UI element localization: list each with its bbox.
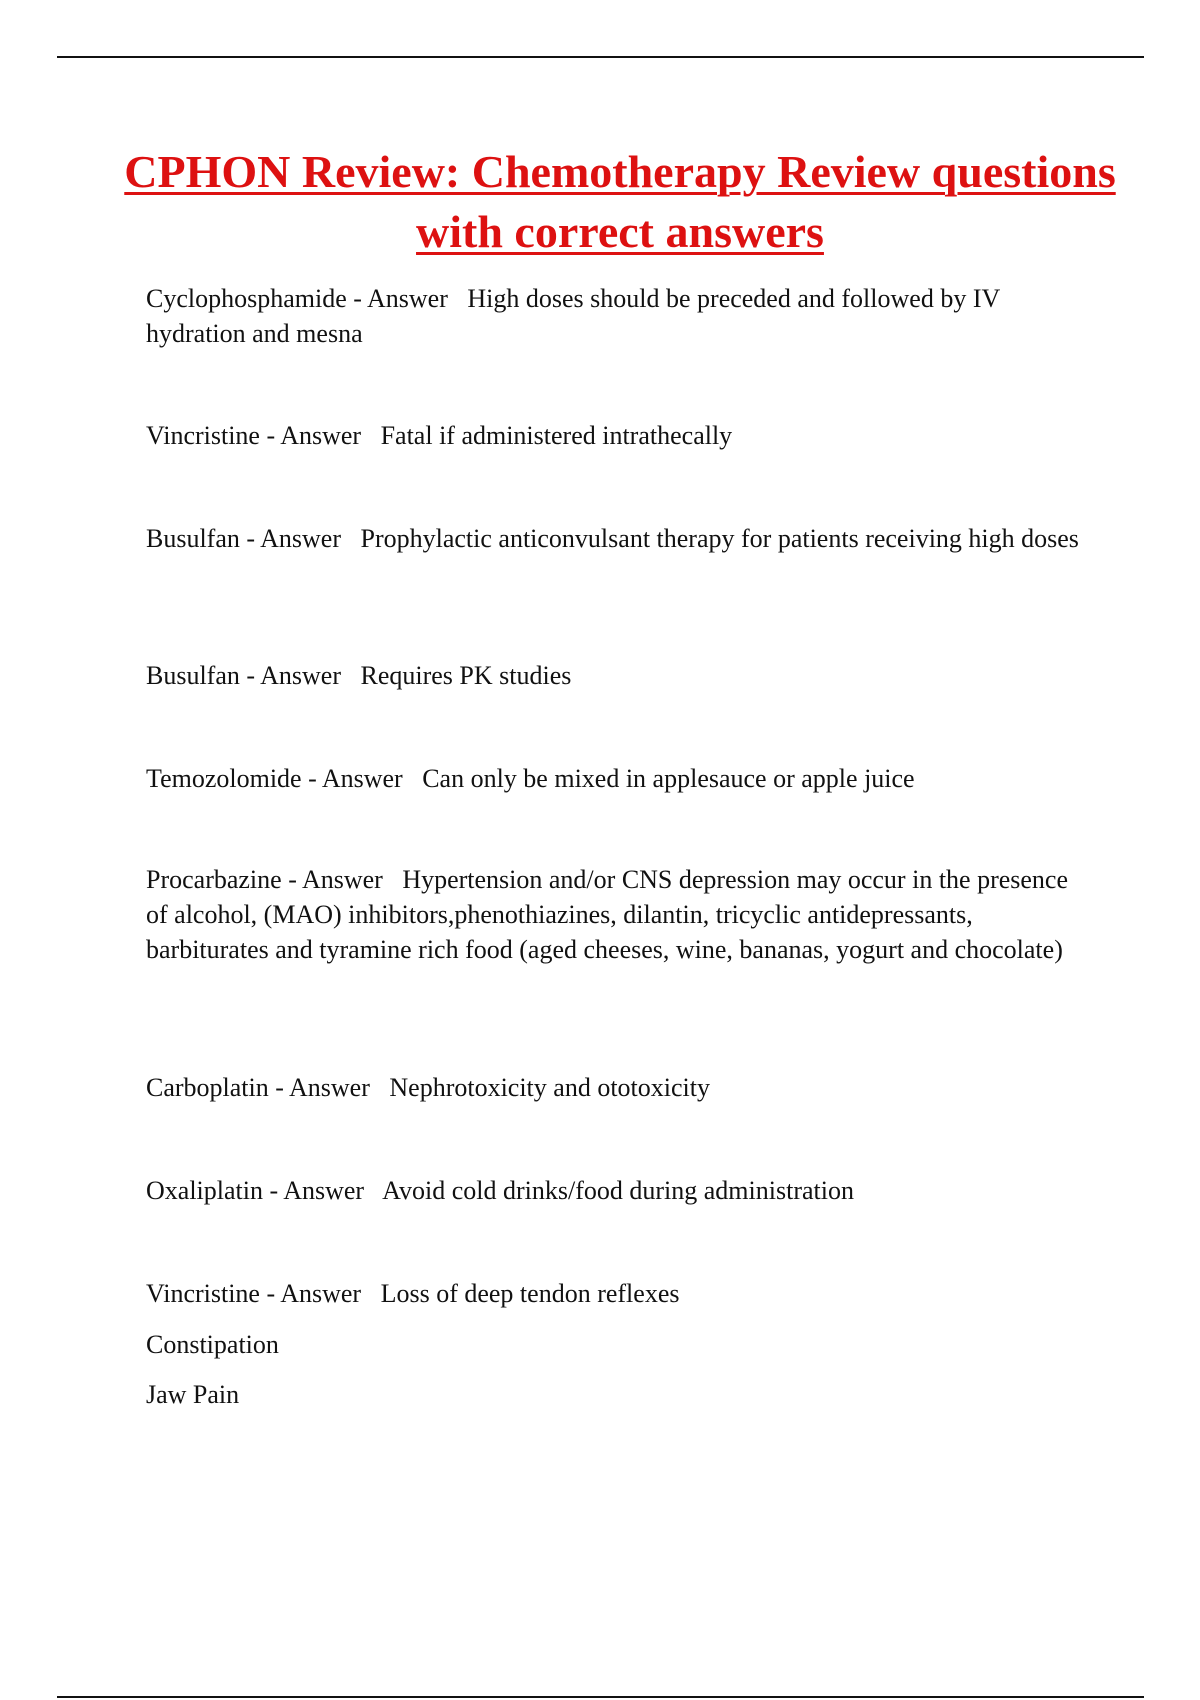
qa-answer: Prophylactic anticonvulsant therapy for patients receiving high doses <box>360 524 1079 553</box>
qa-entry: Procarbazine - Answer Hypertension and/or CNS depression may occur in the presence of alcohol, (MAO) inhibitors,phenothiazines, dilantin, tricyclic antidepressants, barbiturates and tyramine rich food (aged cheeses, wine, bananas, yogurt and chocolate) <box>146 865 1069 964</box>
qa-answer: Requires PK studies <box>360 661 572 690</box>
qa-label: Answer <box>283 1176 365 1205</box>
qa-term: Temozolomide <box>146 764 302 793</box>
qa-entry: Temozolomide - Answer Can only be mixed in applesauce or apple juice <box>146 764 915 793</box>
qa-term: Vincristine <box>146 1279 260 1308</box>
qa-label: Answer <box>260 524 341 553</box>
qa-answer: Fatal if administered intrathecally <box>380 421 733 450</box>
qa-term: Oxaliplatin <box>146 1176 263 1205</box>
qa-entry: Vincristine - Answer Loss of deep tendon reflexes <box>146 1279 680 1308</box>
qa-label: Answer <box>367 284 448 313</box>
qa-label: Answer <box>321 764 403 793</box>
qa-entry: Oxaliplatin - Answer Avoid cold drinks/food during administration <box>146 1176 854 1205</box>
qa-term: Procarbazine <box>146 865 282 894</box>
qa-answer: High doses should be preceded and followed by IV hydration and mesna <box>146 284 1000 348</box>
qa-term: Vincristine <box>146 421 260 450</box>
qa-term: Carboplatin <box>146 1073 269 1102</box>
qa-answer: Hypertension and/or CNS depression may occur in the presence of alcohol, (MAO) inhibitors,phenothiazines, dilantin, tricyclic antidepressants, barbiturates and tyramine rich food (aged cheeses, wine, bananas, yogurt and chocolate) <box>146 865 1069 964</box>
qa-answer: Can only be mixed in applesauce or apple juice <box>422 764 915 793</box>
document-title: CPHON Review: Chemotherapy Review questions with correct answers <box>124 146 1116 257</box>
answer-continuation-line: Constipation <box>146 1330 279 1359</box>
qa-label: Answer <box>280 421 362 450</box>
qa-term: Busulfan <box>146 661 240 690</box>
top-rule <box>57 56 1144 58</box>
qa-label: Answer <box>301 865 383 894</box>
qa-entry: Cyclophosphamide - Answer High doses should be preceded and followed by IV hydration and mesna <box>146 284 1000 348</box>
qa-term: Cyclophosphamide <box>146 284 347 313</box>
qa-label: Answer <box>260 661 341 690</box>
answer-continuation-line: Jaw Pain <box>146 1380 240 1409</box>
qa-term: Busulfan <box>146 524 240 553</box>
qa-label: Answer <box>280 1279 362 1308</box>
qa-entry: Carboplatin - Answer Nephrotoxicity and ototoxicity <box>146 1073 710 1102</box>
qa-answer: Loss of deep tendon reflexes <box>380 1279 680 1308</box>
qa-entry: Busulfan - Answer Requires PK studies <box>146 661 572 690</box>
bottom-rule <box>57 1696 1144 1698</box>
qa-label: Answer <box>289 1073 370 1102</box>
qa-answer: Nephrotoxicity and ototoxicity <box>389 1073 710 1102</box>
qa-answer: Avoid cold drinks/food during administration <box>382 1176 854 1205</box>
qa-entry: Busulfan - Answer Prophylactic anticonvulsant therapy for patients receiving high doses <box>146 524 1079 553</box>
qa-entry: Vincristine - Answer Fatal if administered intrathecally <box>146 421 733 450</box>
